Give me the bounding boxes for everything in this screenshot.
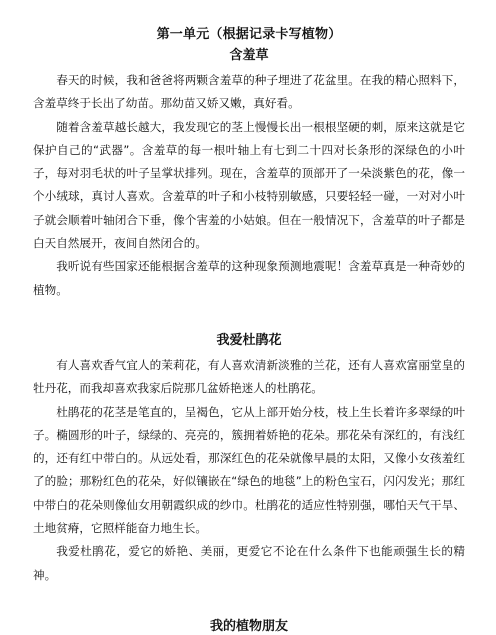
essay-title: 我的植物朋友 — [209, 618, 288, 634]
essay-azalea — [33, 332, 465, 587]
essay-paragraph: 有人喜欢香气宜人的茉莉花，有人喜欢清新淡雅的兰花，还有人喜欢富丽堂皇的牡丹花，而我却喜欢我家后院那几盆娇艳迷人的杜鹃花。 — [33, 357, 465, 396]
essay-paragraph: 杜鹃花的花茎是笔直的，呈褐色，它从上部开始分枝，枝上生长着许多翠绿的叶子。椭圆形的叶子，绿绿的、亮亮的，簇拥着娇艳的花朵。那花朵有深红的，有浅红的，还有红中带白的。从远处看，那深红色的花朵就像早晨的太阳，又像小女孩羞红了的脸；那粉红色的花朵，好似镶嵌在“绿色的地毯”上的粉色宝石，闪闪发光；那红中带白的花朵则像仙女用朝霞织成的纱巾。杜鹃花的适应性特别强，哪怕天气干旱、土地贫瘠，它照样能奋力地生长。 — [33, 404, 465, 536]
essay-mimosa — [33, 47, 465, 302]
essay-paragraph: 春天的时候，我和爸爸将两颗含羞草的种子埋进了花盆里。在我的精心照料下，含羞草终于长出了幼苗。那幼苗又娇又嫩，真好看。 — [33, 73, 465, 111]
essay-title: 我爱杜鹃花 — [216, 332, 282, 348]
essay-paragraph: 我听说有些国家还能根据含羞草的这种现象预测地震呢！含羞草真是一种奇妙的植物。 — [33, 259, 465, 297]
essay-title: 含羞草 — [229, 48, 269, 63]
essay-plant-friend — [33, 618, 465, 635]
unit-title: 第一单元（根据记录卡写植物） — [156, 27, 342, 42]
essay-paragraph: 我爱杜鹃花，爱它的娇艳、美丽，更爱它不论在什么条件下也能顽强生长的精神。 — [33, 544, 465, 582]
essay-paragraph: 随着含羞草越长越大，我发现它的茎上慢慢长出一根根坚硬的刺，原来这就是它保护自己的“武器”。含羞草的每一根叶轴上有七到二十四对长条形的深绿色的小叶子，每对羽毛状的叶子呈掌状排列。现在，含羞草的顶部开了一朵淡紫色的花，像一个小绒球，真讨人喜欢。含羞草的叶子和小枝特别敏感，只要轻轻一碰，一对对小叶子就会顺着叶轴闭合下垂，像个害羞的小姑娘。但在一般情况下，含羞草的叶子都是白天自然展开，夜间自然闭合的。 — [33, 119, 465, 251]
